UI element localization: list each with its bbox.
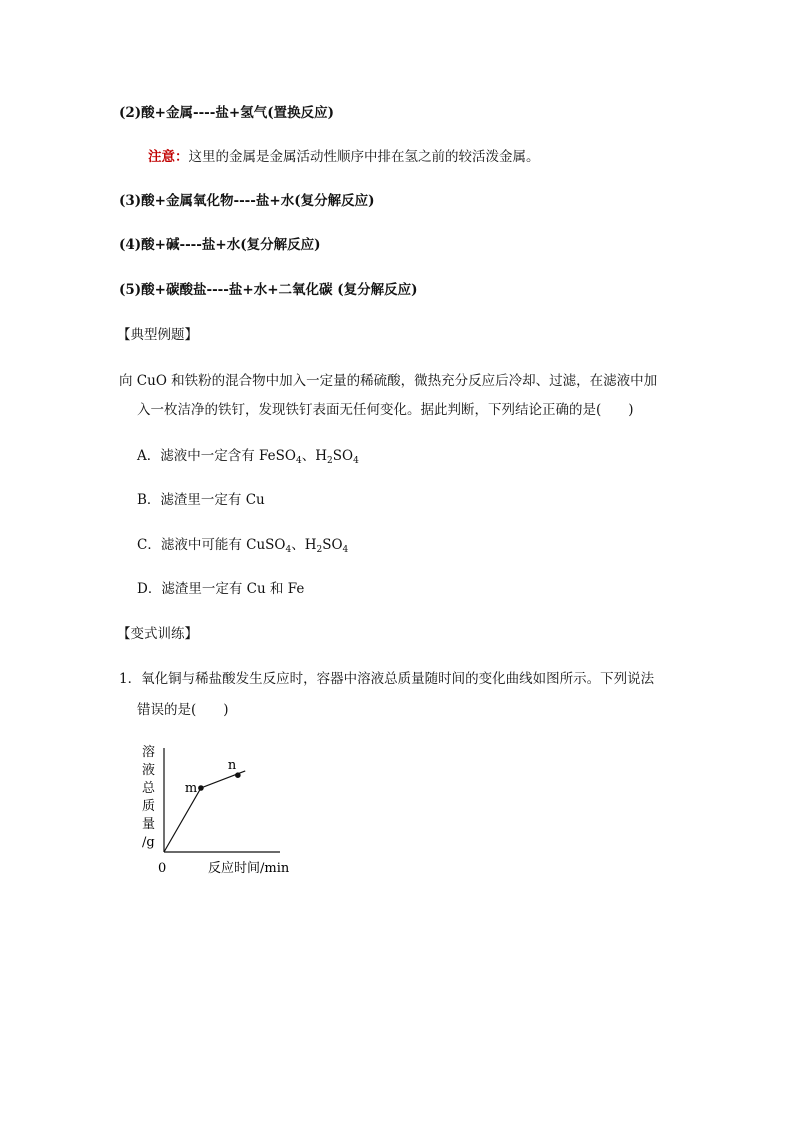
example-option-d: D．滤渣里一定有 Cu 和 Fe: [137, 581, 305, 597]
practice-q1-line1: 1．氧化铜与稀盐酸发生反应时，容器中溶液总质量随时间的变化曲线如图所示。下列说法: [119, 671, 655, 687]
rule-4: (4)酸+碱----盐+水(复分解反应): [119, 237, 321, 253]
y-axis-label-char: /g: [142, 835, 155, 850]
option-c-mid2: SO: [322, 537, 343, 553]
practice-heading: 【变式训练】: [117, 626, 198, 642]
y-axis-label-char: 溶: [142, 745, 156, 760]
option-a-text: A．滤液中一定含有 FeSO: [137, 448, 296, 464]
option-a-mid: 、H: [301, 448, 327, 464]
option-c-sub2: 2: [316, 545, 323, 555]
point-n: [235, 772, 241, 778]
rule-3: (3)酸+金属氧化物----盐+水(复分解反应): [119, 193, 375, 209]
example-option-c: [137, 535, 348, 555]
option-a-sub3: 4: [353, 456, 359, 466]
x-axis-label: 反应时间/min: [208, 861, 290, 876]
series-group: [164, 771, 245, 852]
note-label: 注意：: [148, 149, 189, 165]
option-a-sub2: 2: [327, 456, 333, 466]
note: [148, 147, 540, 167]
points-group: [185, 758, 241, 796]
option-c-sub1: 4: [285, 545, 292, 555]
option-a-sub1: 4: [295, 456, 302, 466]
practice-q1-line2: 错误的是( ): [137, 702, 229, 718]
point-m: [198, 785, 204, 791]
option-c-mid: 、H: [291, 537, 317, 553]
example-option-b: B．滤渣里一定有 Cu: [137, 492, 265, 508]
y-axis-label-char: 总: [142, 781, 156, 796]
y-axis-label-char: 质: [142, 799, 156, 814]
origin-label: 0: [158, 861, 167, 876]
rule-2: (2)酸+金属----盐+氢气(置换反应): [119, 105, 334, 121]
rule-5: (5)酸+碳酸盐----盐+水+二氧化碳 (复分解反应): [119, 282, 418, 298]
note-text: 这里的金属是金属活动性顺序中排在氢之前的较活泼金属。: [188, 149, 540, 165]
option-c-text: C．滤液中可能有 CuSO: [137, 537, 286, 553]
point-label-n: n: [227, 758, 237, 774]
y-axis-label: [142, 744, 156, 850]
example-heading: 【典型例题】: [117, 327, 198, 343]
point-label-m: m: [184, 781, 198, 796]
example-question-line1: 向 CuO 和铁粉的混合物中加入一定量的稀硫酸，微热充分反应后冷却、过滤，在滤液中加: [119, 373, 658, 389]
option-a-mid2: SO: [332, 448, 354, 464]
y-axis-label-char: 液: [142, 763, 156, 778]
option-c-sub3: 4: [342, 545, 349, 555]
mass-time-chart: [130, 740, 320, 885]
y-axis-label-char: 量: [142, 817, 156, 832]
series-line: [164, 771, 245, 852]
example-question-line2: 入一枚洁净的铁钉，发现铁钉表面无任何变化。据此判断，下列结论正确的是( ): [137, 402, 634, 418]
example-option-a: [137, 446, 359, 466]
